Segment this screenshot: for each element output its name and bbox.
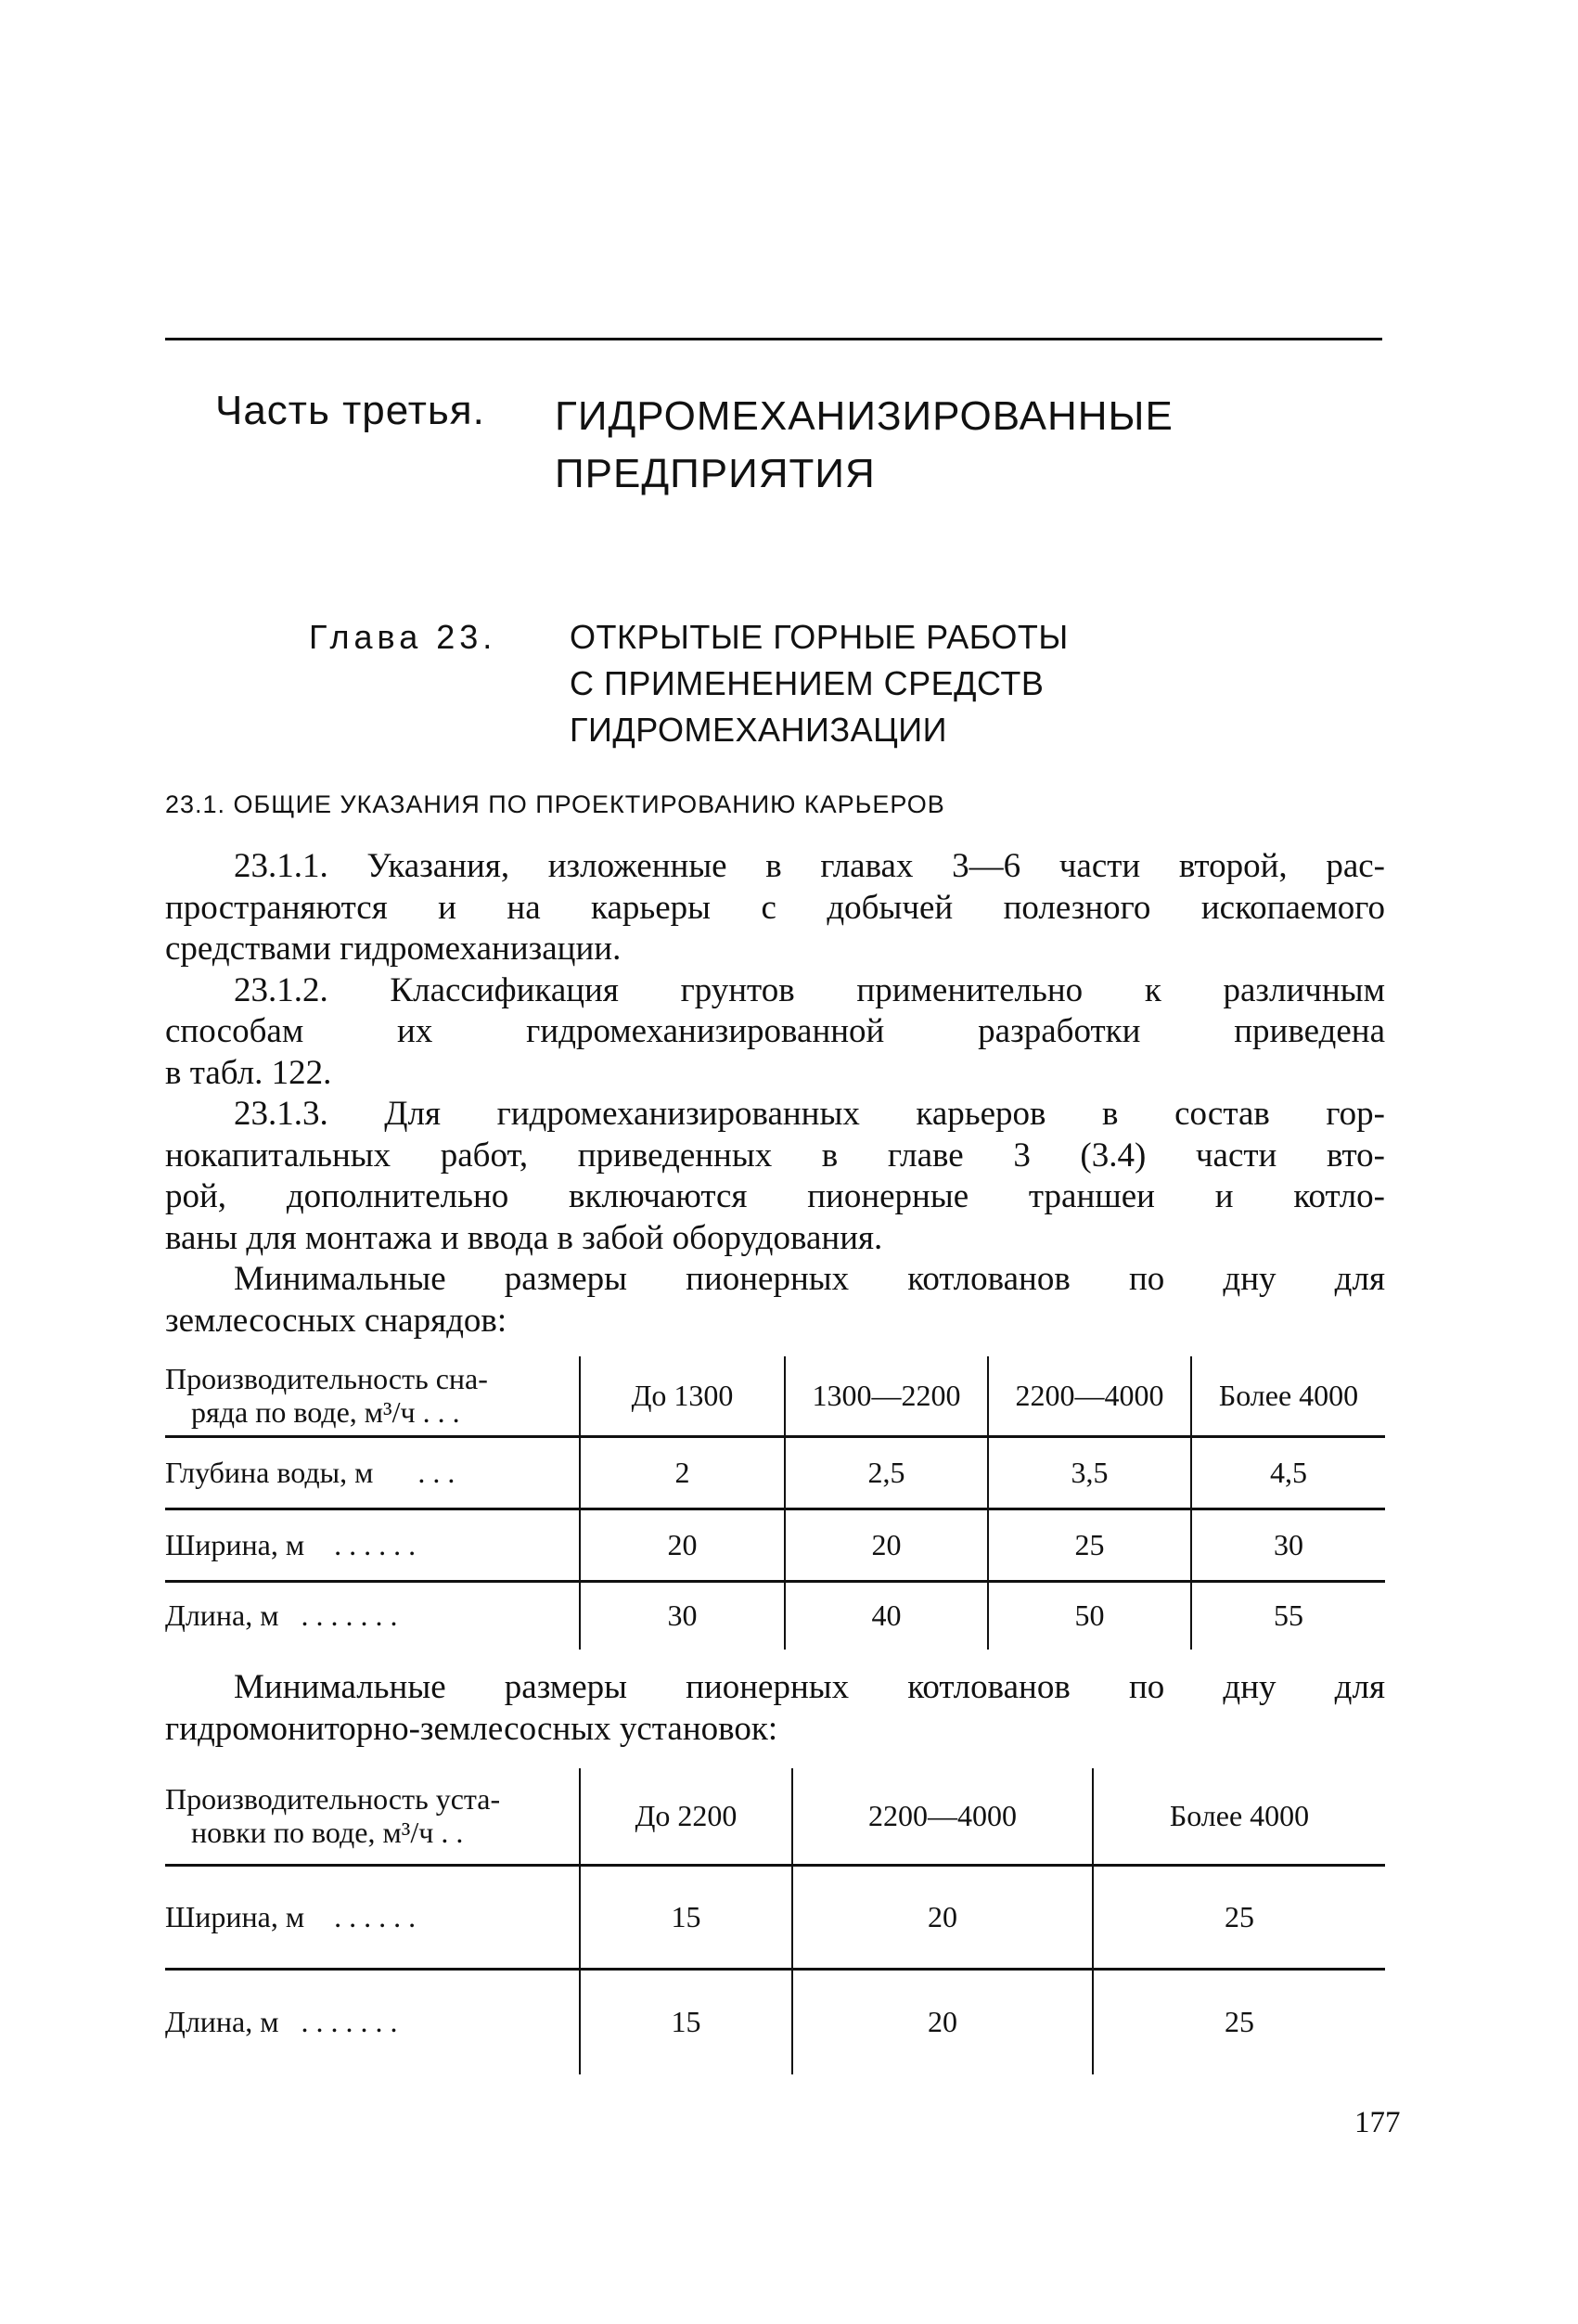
body-text <box>165 846 1385 1342</box>
chapter-label: Глава 23. <box>309 618 497 656</box>
column-header: До 2200 <box>580 1768 792 1865</box>
cell: 2 <box>580 1436 785 1509</box>
column-header: До 1300 <box>580 1356 785 1436</box>
table-row <box>165 1509 1385 1581</box>
cell: 25 <box>988 1509 1191 1581</box>
text-line: в табл. 122. <box>165 1053 332 1092</box>
text-line: пространяются и на карьеры с добычей полезного ископаемого <box>165 888 1385 927</box>
text-line: способам их гидромеханизированной разработки приведена <box>165 1012 1385 1050</box>
text-line: средствами гидромеханизации. <box>165 930 622 968</box>
cell: 50 <box>988 1581 1191 1650</box>
text-line: гидромониторно-землесосных установок: <box>165 1709 778 1748</box>
part-title-line: ПРЕДПРИЯТИЯ <box>555 451 876 496</box>
chapter-title-line: ГИДРОМЕХАНИЗАЦИИ <box>570 711 948 749</box>
column-header: 1300—2200 <box>785 1356 988 1436</box>
table-dredger-pits <box>165 1356 1385 1650</box>
chapter-title <box>570 614 1069 753</box>
cell: 15 <box>580 1969 792 2074</box>
chapter-title-line: С ПРИМЕНЕНИЕМ СРЕДСТВ <box>570 664 1045 702</box>
cell: 4,5 <box>1191 1436 1385 1509</box>
cell: 55 <box>1191 1581 1385 1650</box>
chapter-title-line: ОТКРЫТЫЕ ГОРНЫЕ РАБОТЫ <box>570 618 1069 656</box>
text-line: Минимальные размеры пионерных котлованов по дну для <box>234 1260 1385 1298</box>
text-line: нокапитальных работ, приведенных в главе 3 (3.4) части вто- <box>165 1136 1385 1175</box>
table-header-row <box>165 1356 1385 1436</box>
table-header-row <box>165 1768 1385 1865</box>
cell: 20 <box>792 1865 1093 1969</box>
table-row <box>165 1969 1385 2074</box>
cell: 40 <box>785 1581 988 1650</box>
cell: 25 <box>1093 1969 1385 2074</box>
part-title <box>555 388 1174 503</box>
cell: 20 <box>580 1509 785 1581</box>
page-number: 177 <box>1354 2106 1401 2139</box>
part-label: Часть третья. <box>215 388 485 433</box>
column-header: Более 4000 <box>1191 1356 1385 1436</box>
text-line: 23.1.1. Указания, изложенные в главах 3—6 части второй, рас- <box>234 847 1385 885</box>
column-header: 2200—4000 <box>988 1356 1191 1436</box>
cell: 30 <box>580 1581 785 1650</box>
column-header: Более 4000 <box>1093 1768 1385 1865</box>
column-header: 2200—4000 <box>792 1768 1093 1865</box>
text-line: ваны для монтажа и ввода в забой оборудования. <box>165 1218 883 1257</box>
text-line: землесосных снарядов: <box>165 1301 507 1340</box>
text-line: 23.1.2. Классификация грунтов применительно к различным <box>234 970 1385 1009</box>
table-row <box>165 1436 1385 1509</box>
cell: 20 <box>792 1969 1093 2074</box>
text-line: 23.1.3. Для гидромеханизированных карьеров в состав гор- <box>234 1095 1385 1133</box>
cell: 15 <box>580 1865 792 1969</box>
text-line: рой, дополнительно включаются пионерные траншеи и котло- <box>165 1177 1385 1215</box>
cell: 30 <box>1191 1509 1385 1581</box>
table-monitor-pits <box>165 1768 1385 2074</box>
table-row <box>165 1581 1385 1650</box>
row-label: Ширина, м . . . . . . <box>165 1509 580 1581</box>
paragraph-2 <box>165 1667 1385 1750</box>
row-label: Длина, м . . . . . . . <box>165 1581 580 1650</box>
row-label: Длина, м . . . . . . . <box>165 1969 580 2074</box>
part-title-line: ГИДРОМЕХАНИЗИРОВАННЫЕ <box>555 393 1174 439</box>
table-row <box>165 1865 1385 1969</box>
header-label: Производительность уста- новки по воде, м³/ч . . <box>165 1782 501 1850</box>
cell: 3,5 <box>988 1436 1191 1509</box>
row-label: Ширина, м . . . . . . <box>165 1865 580 1969</box>
cell: 25 <box>1093 1865 1385 1969</box>
section-heading: 23.1. ОБЩИЕ УКАЗАНИЯ ПО ПРОЕКТИРОВАНИЮ КАРЬЕРОВ <box>165 790 945 818</box>
cell: 2,5 <box>785 1436 988 1509</box>
text-line: Минимальные размеры пионерных котлованов по дну для <box>234 1668 1385 1706</box>
header-label: Производительность сна- ряда по воде, м³/ч . . . <box>165 1362 488 1430</box>
cell: 20 <box>785 1509 988 1581</box>
top-rule <box>165 338 1382 340</box>
row-label: Глубина воды, м . . . <box>165 1436 580 1509</box>
